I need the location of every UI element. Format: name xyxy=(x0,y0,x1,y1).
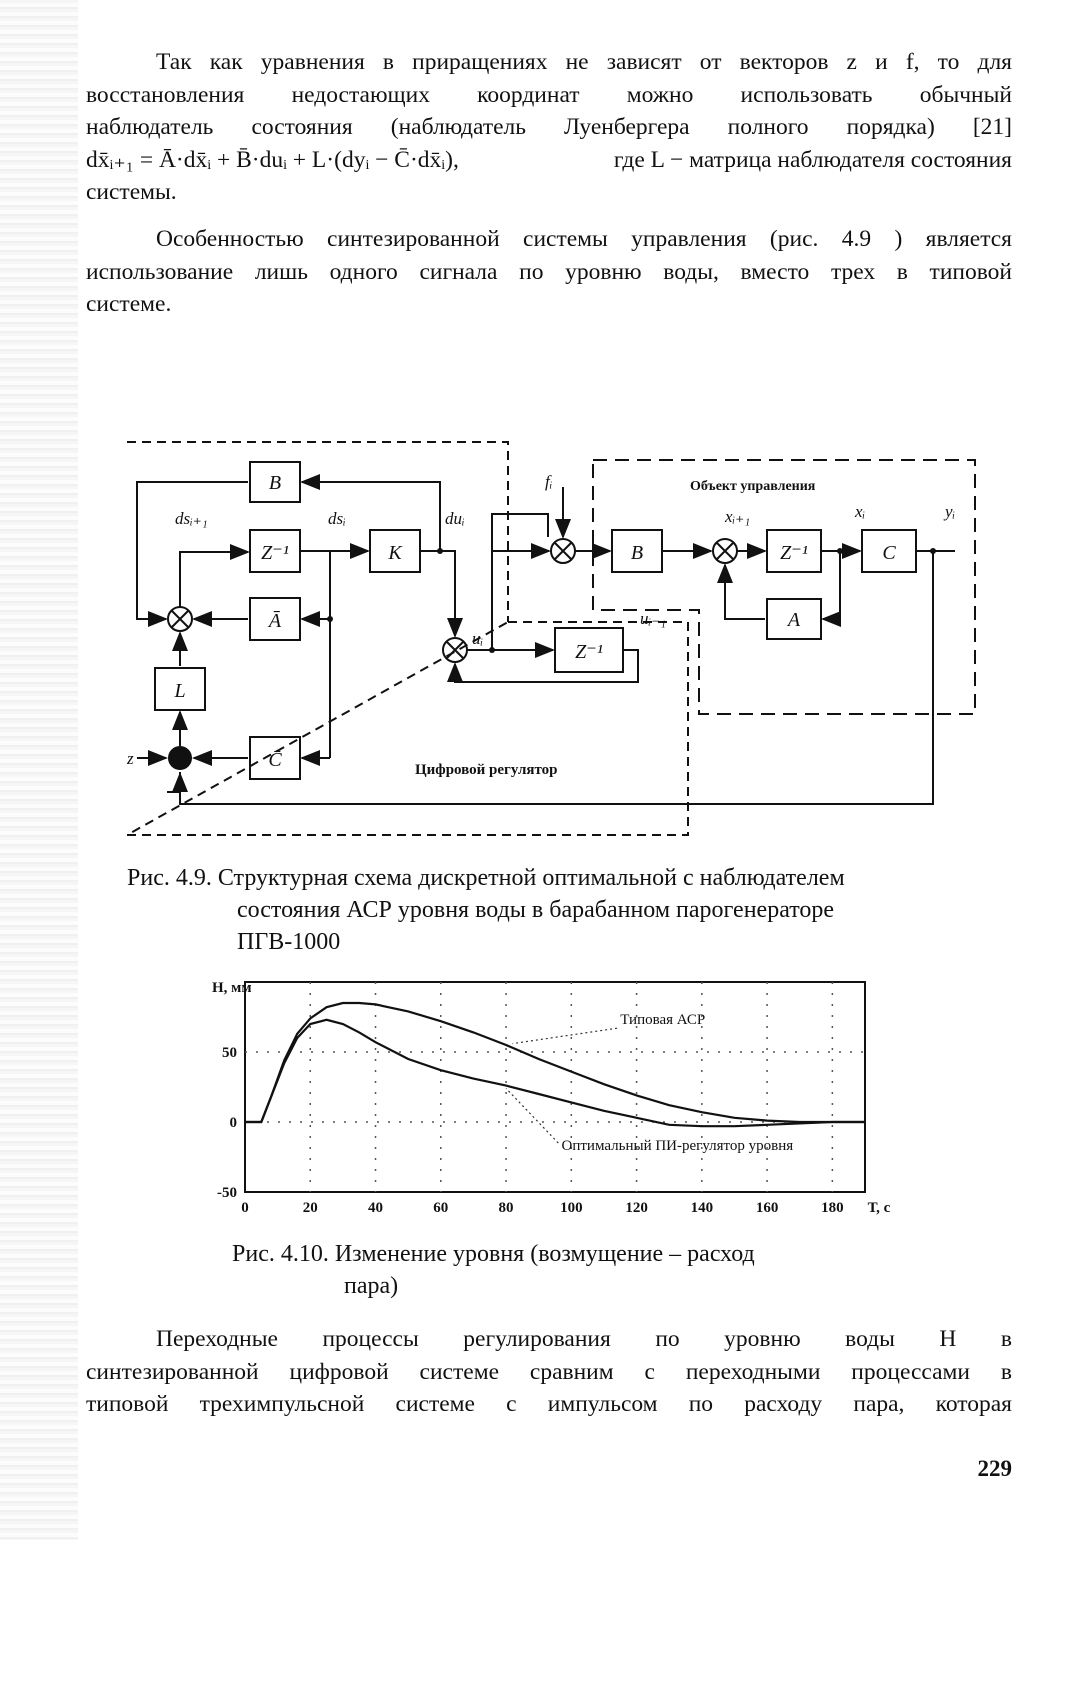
legend-typical: Типовая АСР xyxy=(620,1012,706,1028)
chart-ylabel: Н, мм xyxy=(212,980,252,996)
p2-line2: использование лишь одного сигнала по уровню воды, вместо трех в типовой xyxy=(86,258,1012,285)
object-label: Объект управления xyxy=(690,479,816,494)
sig-y: yᵢ xyxy=(945,502,956,521)
leader-typical xyxy=(513,1028,617,1043)
chart-frame xyxy=(245,982,865,1192)
label-z-obs: Z⁻¹ xyxy=(261,542,289,564)
page-number: 229 xyxy=(977,1456,1012,1481)
caption410-line1: Рис. 4.10. Изменение уровня (возмущение – расход xyxy=(232,1241,755,1267)
caption410-line2: пара) xyxy=(344,1273,399,1299)
p1-line2: восстановления недостающих координат можно использовать обычный xyxy=(86,81,1012,108)
label-b-top: B xyxy=(268,472,282,494)
caption49-line1: Рис. 4.9. Структурная схема дискретной оптимальной с наблюдателем xyxy=(127,865,845,891)
paragraph-3 xyxy=(86,1323,1012,1421)
sig-du: duᵢ xyxy=(445,509,465,528)
y-tick-label: 50 xyxy=(222,1045,237,1061)
sig-ds: dsᵢ xyxy=(328,509,346,528)
label-c-obs: C̄ xyxy=(268,749,282,771)
x-tick-label: 0 xyxy=(241,1200,249,1216)
block-diagram xyxy=(115,432,995,852)
label-k: K xyxy=(388,542,402,564)
sig-f: fᵢ xyxy=(545,472,553,491)
series-line-0 xyxy=(245,1003,865,1122)
p2-line1: Особенностью синтезированной системы управления (рис. 4.9 ) является xyxy=(156,226,1012,252)
caption49-line2: состояния АСР уровня воды в барабанном парогенераторе xyxy=(237,897,835,923)
caption49-line3: ПГВ-1000 xyxy=(237,929,341,955)
p1-line1: Так как уравнения в приращениях не зависят от векторов z и f, то для xyxy=(156,49,1012,75)
sig-z: z xyxy=(127,749,134,768)
x-tick-label: 180 xyxy=(821,1200,844,1216)
label-a-obs: Ā xyxy=(268,610,282,632)
regulator-boundary xyxy=(127,442,688,835)
p3-line3: типовой трехимпульсной системе с импульсом по расходу пара, которая xyxy=(86,1391,1012,1417)
x-tick-label: 160 xyxy=(755,1200,779,1216)
x-tick-label: 40 xyxy=(368,1200,384,1216)
p2-line3: системе. xyxy=(86,291,172,317)
caption-4-9 xyxy=(127,862,845,958)
sig-ds-next: dsᵢ₊₁ xyxy=(175,509,208,528)
x-tick-label: 120 xyxy=(625,1200,648,1216)
observer-equation: dx̄ᵢ₊₁ = Ā·dx̄ᵢ + B̄·duᵢ + L·(dyᵢ − C̄·dx̄ᵢ), xyxy=(86,146,459,173)
x-tick-label: Т, с xyxy=(867,1200,891,1216)
x-tick-label: 100 xyxy=(560,1200,583,1216)
x-tick-label: 140 xyxy=(690,1200,714,1216)
label-z-reg: Z⁻¹ xyxy=(575,641,603,663)
label-b-obj: B xyxy=(630,542,644,564)
caption-4-10 xyxy=(232,1238,755,1302)
label-a-obj: A xyxy=(787,609,801,631)
p3-line1: Переходные процессы регулирования по уровню воды H в xyxy=(156,1326,1012,1352)
y-tick-label: 0 xyxy=(229,1115,237,1131)
x-tick-label: 60 xyxy=(433,1200,449,1216)
p3-line2: синтезированной цифровой системе сравним с переходными процессами в xyxy=(86,1358,1012,1385)
sig-u-prev: uᵢ₋₁ xyxy=(640,609,667,628)
scan-edge xyxy=(0,0,78,1540)
p1-line4 xyxy=(86,144,1012,177)
regulator-label: Цифровой регулятор xyxy=(415,762,558,778)
p1-line5: системы. xyxy=(86,179,177,205)
x-tick-label: 20 xyxy=(302,1200,318,1216)
y-tick-label: -50 xyxy=(217,1185,237,1201)
series-line-1 xyxy=(245,1020,865,1126)
paragraph-1 xyxy=(86,46,1012,209)
label-l: L xyxy=(174,680,186,702)
label-c-obj: C xyxy=(882,542,896,564)
sig-x: xᵢ xyxy=(855,502,866,521)
paragraph-2 xyxy=(86,223,1012,321)
label-z-obj: Z⁻¹ xyxy=(780,542,808,564)
level-chart xyxy=(200,970,900,1230)
object-boundary xyxy=(593,460,975,714)
sum-c-obs xyxy=(168,746,192,770)
sig-u: uᵢ xyxy=(472,629,484,648)
legend-optimal: Оптимальный ПИ-регулятор уровня xyxy=(561,1138,794,1154)
p1-line3: наблюдатель состояния (наблюдатель Луенбергера полного порядка) [21] xyxy=(86,114,1012,140)
sig-x-next: xᵢ₊₁ xyxy=(725,507,751,526)
p1-line4-rest: где L − матрица наблюдателя состояния xyxy=(613,146,1012,173)
x-tick-label: 80 xyxy=(498,1200,514,1216)
